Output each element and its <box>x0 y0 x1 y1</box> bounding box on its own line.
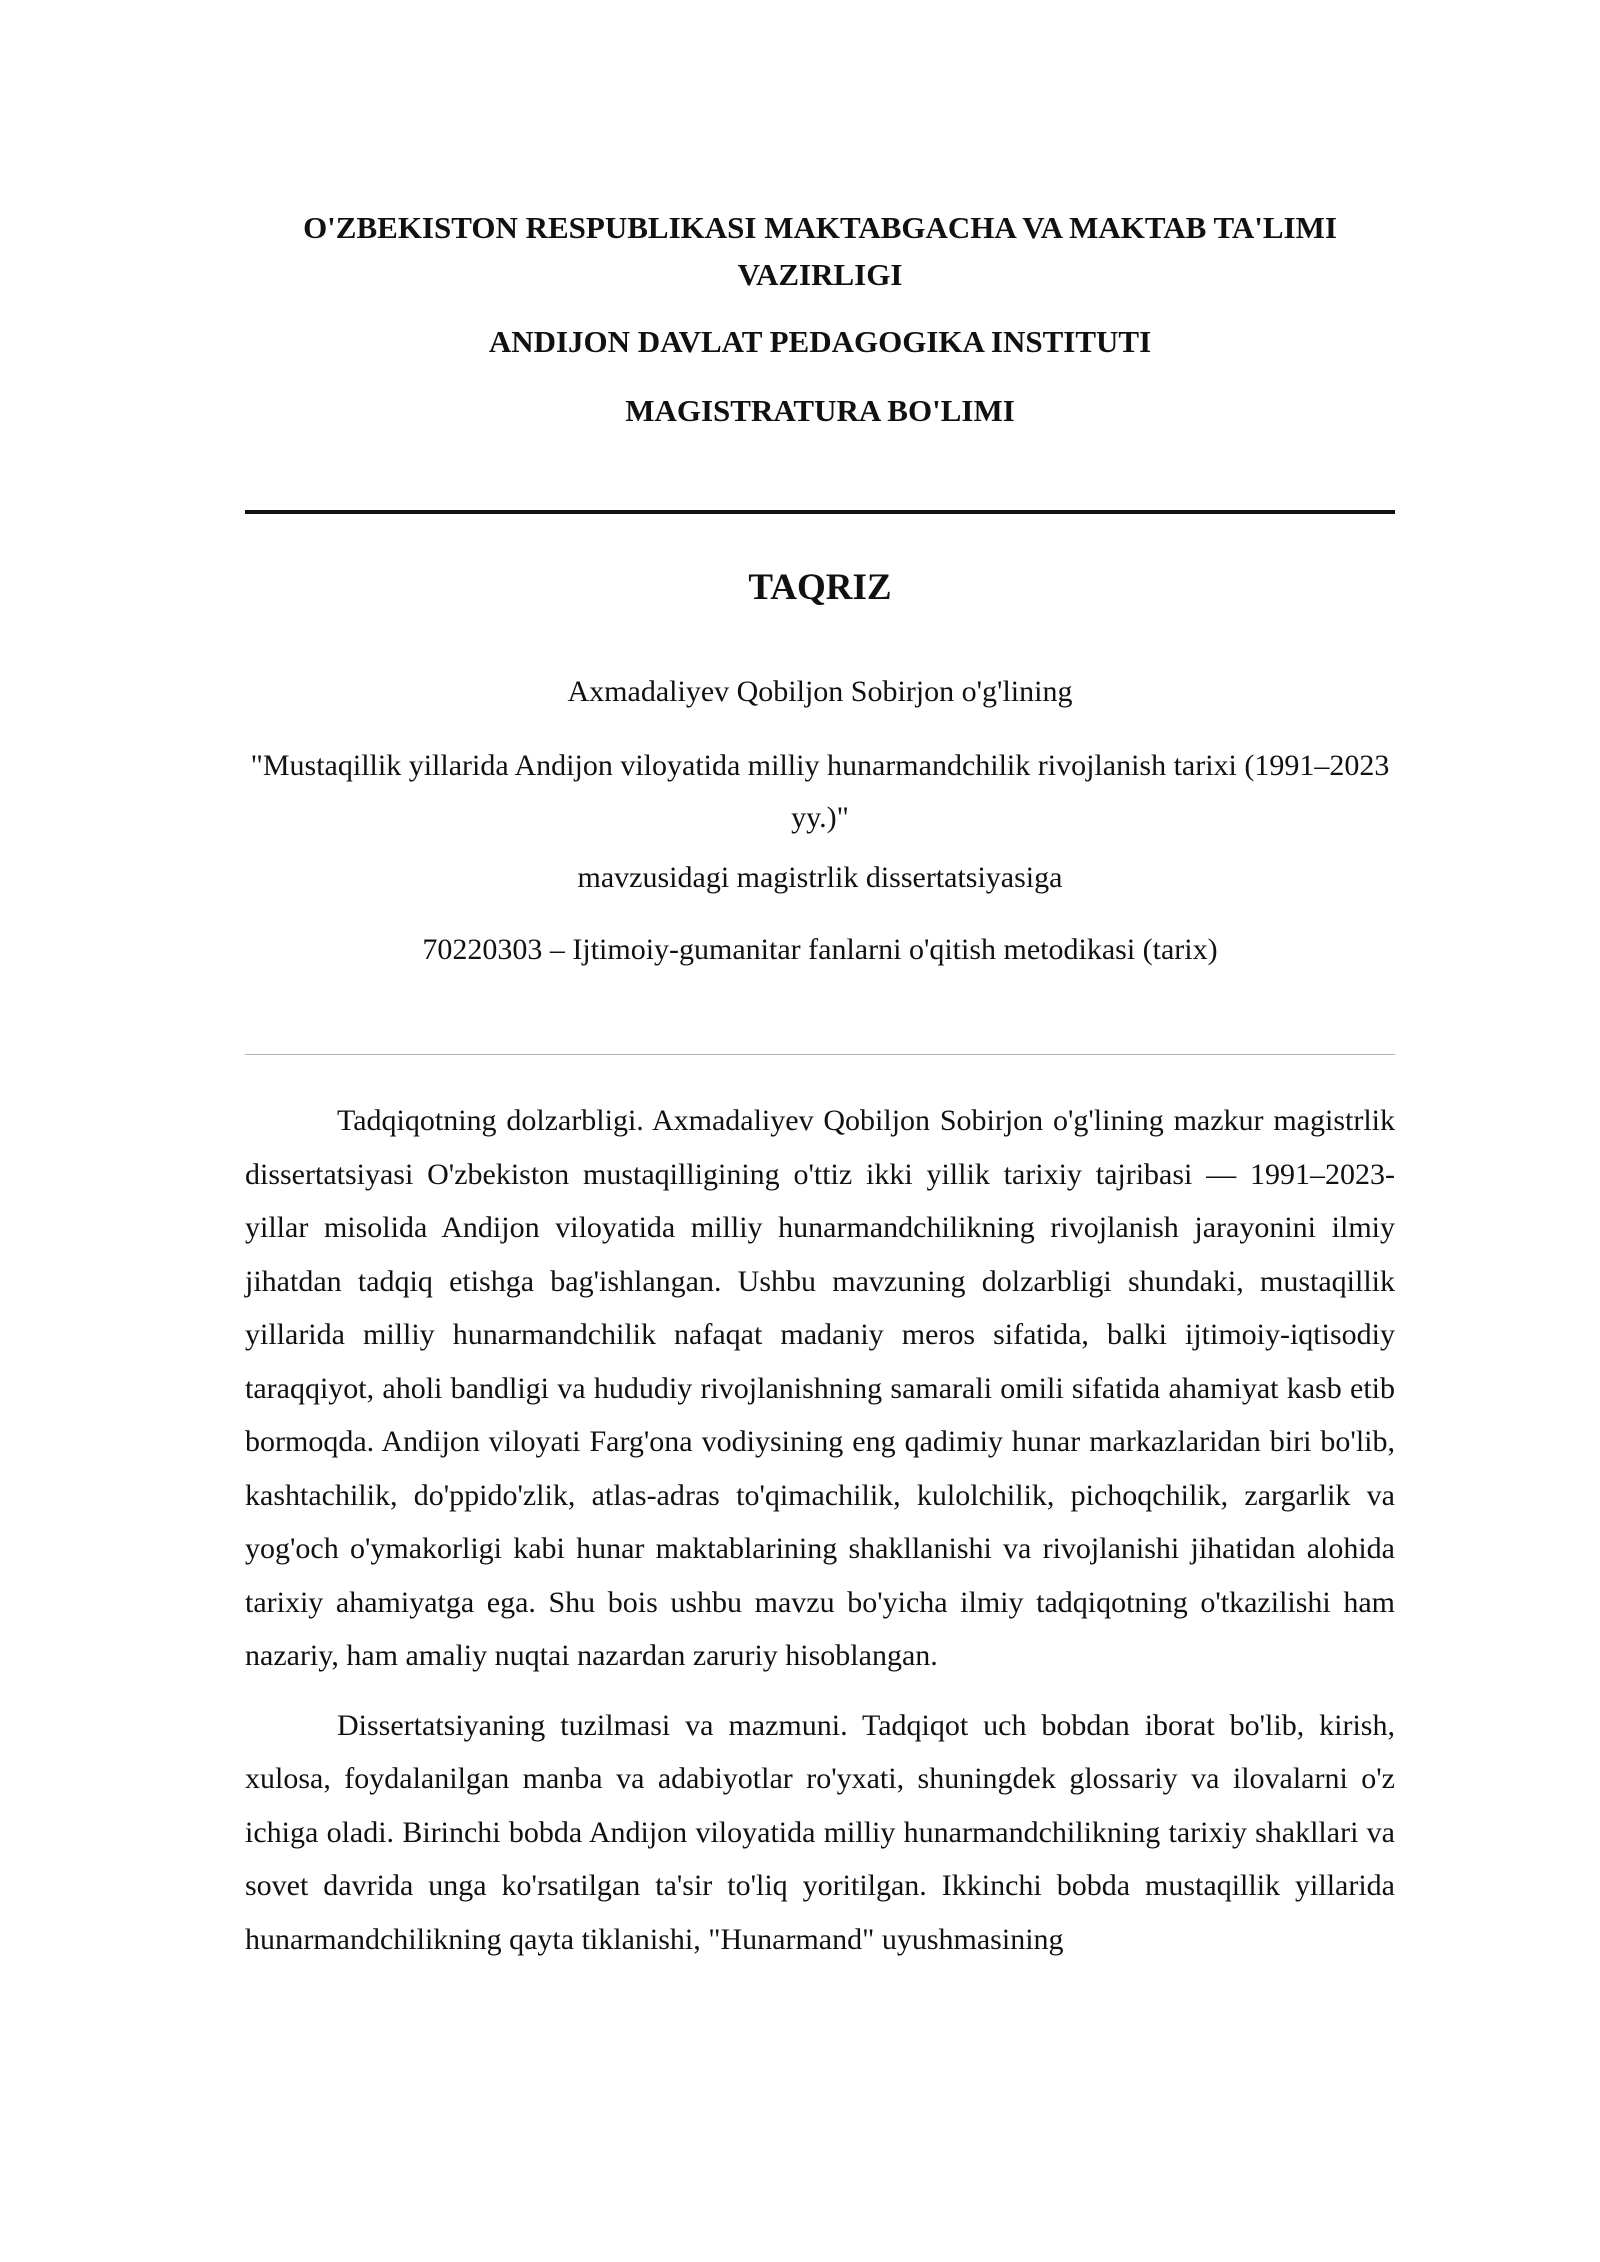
institute-name: ANDIJON DAVLAT PEDAGOGIKA INSTITUTI <box>488 324 1152 359</box>
review-purpose: mavzusidagi magistrlik dissertatsiyasiga <box>577 861 1063 894</box>
author-line: Axmadaliyev Qobiljon Sobirjon o'g'lining <box>567 675 1073 708</box>
body-paragraph-structure: Dissertatsiyaning tuzilmasi va mazmuni. Tadqiqot uch bobdan iborat bo'lib, kirish, xulosa, foydalanilgan manba va adabiyotlar ro'yxati, shuningdek glossariy va ilovalarni o'z ichiga oladi. Birinchi bobda Andijon viloyatida milliy hunarmandchilikning tarixiy shakllari va sovet davrida unga ko'rsatilgan ta'sir to'liq yoritilgan. Ikkinchi bobda mustaqillik yillarida hunarmandchilikning qayta tiklanishi, "Hunarmand" uyushmasining <box>245 1708 1395 1956</box>
document-header <box>245 204 1395 429</box>
review-body <box>245 1094 1395 1966</box>
body-paragraph-relevance: Tadqiqotning dolzarbligi. Axmadaliyev Qobiljon Sobirjon o'g'lining mazkur magistrlik dissertatsiyasi O'zbekiston mustaqilligining o'ttiz ikki yillik tarixiy tajribasi — 1991–2023-yillar misolida Andijon viloyatida milliy hunarmandchilikning rivojlanish jarayonini ilmiy jihatdan tadqiq etishga bag'ishlangan. Ushbu mavzuning dolzarbligi shundaki, mustaqillik yillarida milliy hunarmandchilik nafaqat madaniy meros sifatida, balki ijtimoiy-iqtisodiy taraqqiyot, aholi bandligi va hududiy rivojlanishning samarali omili sifatida ahamiyat kasb etib bormoqda. Andijon viloyati Farg'ona vodiysining eng qadimiy hunar markazlaridan biri bo'lib, kashtachilik, do'ppido'zlik, atlas-adras to'qimachilik, kulolchilik, pichoqchilik, zargarlik va yog'och o'ymakorligi kabi hunar maktablarining shakllanishi va rivojlanishi jihatidan alohida tarixiy ahamiyatga ega. Shu bois ushbu mavzu bo'yicha ilmiy tadqiqotning o'tkazilishi ham nazariy, ham amaliy nuqtai nazardan zaruriy hisoblangan. <box>245 1104 1395 1672</box>
review-subject-block <box>245 670 1395 972</box>
header-divider <box>245 510 1395 514</box>
department-name: MAGISTRATURA BO'LIMI <box>625 393 1015 428</box>
dissertation-topic: "Mustaqillik yillarida Andijon viloyatida milliy hunarmandchilik rivojlanish tarixi (1991–2023 yy.)" <box>250 749 1390 834</box>
ministry-name: O'ZBEKISTON RESPUBLIKASI MAKTABGACHA VA MAKTAB TA'LIMI VAZIRLIGI <box>303 210 1337 292</box>
document-title: TAQRIZ <box>748 567 892 608</box>
section-divider <box>245 1054 1395 1055</box>
specialty-code: 70220303 – Ijtimoiy-gumanitar fanlarni o'qitish metodikasi (tarix) <box>422 933 1218 966</box>
